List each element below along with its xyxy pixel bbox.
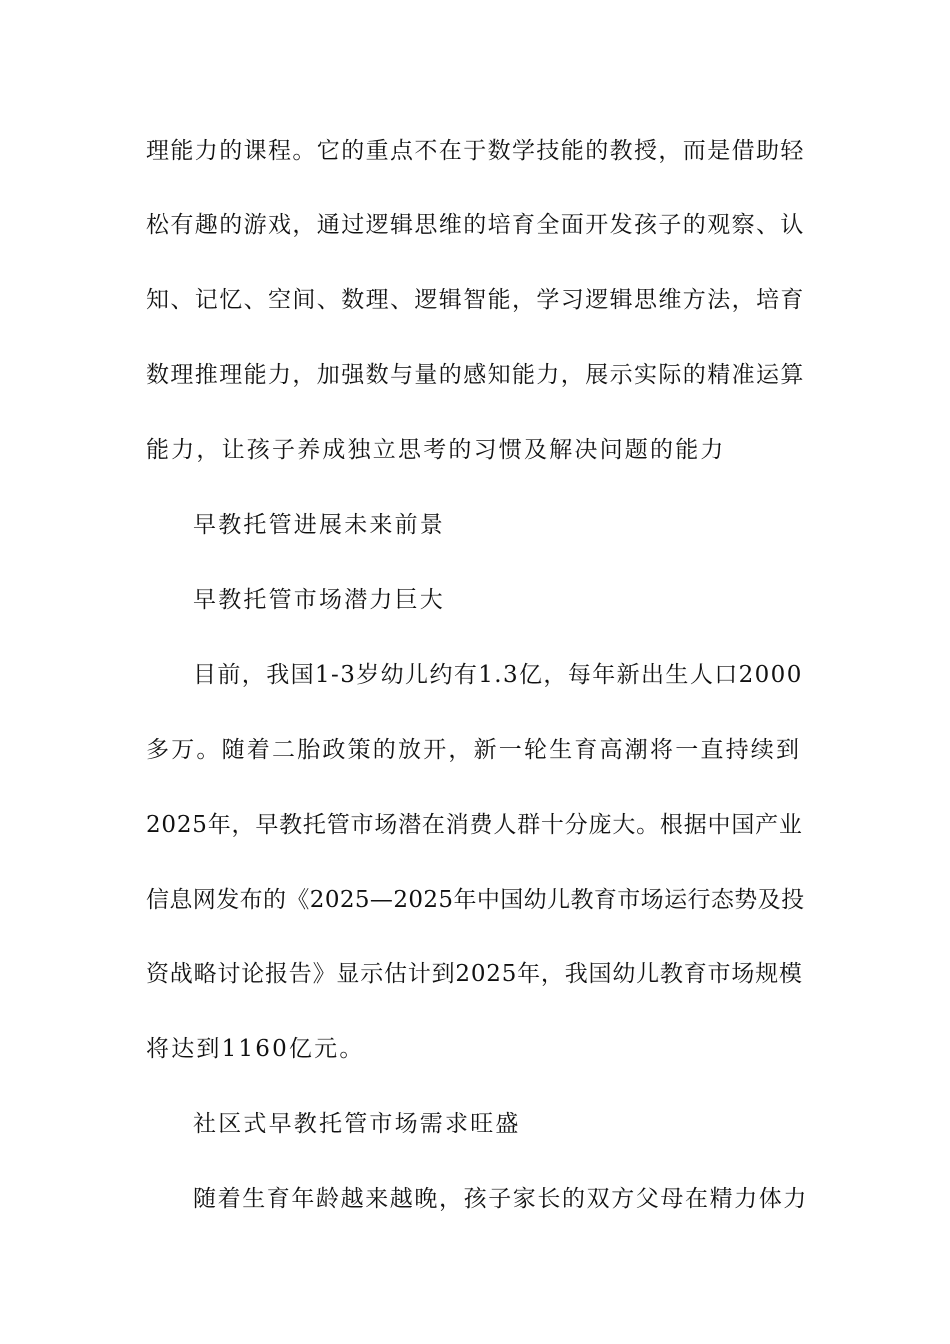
paragraph-line: 资战略讨论报告》显示估计到2025年，我国幼儿教育市场规模	[146, 961, 803, 987]
paragraph-line: 信息网发布的《2025—2025年中国幼儿教育市场运行态势及投	[146, 887, 805, 913]
subsection-heading: 早教托管市场潜力巨大	[193, 587, 445, 613]
paragraph-line: 随着生育年龄越来越晚，孩子家长的双方父母在精力体力	[193, 1186, 808, 1212]
section-heading: 早教托管进展未来前景	[193, 512, 445, 538]
paragraph-line: 知、记忆、空间、数理、逻辑智能，学习逻辑思维方法，培育	[146, 287, 805, 313]
paragraph-line: 松有趣的游戏，通过逻辑思维的培育全面开发孩子的观察、认	[146, 212, 805, 238]
paragraph-line: 2025年，早教托管市场潜在消费人群十分庞大。根据中国产业	[146, 812, 803, 838]
paragraph-line: 理能力的课程。它的重点不在于数学技能的教授，而是借助轻	[146, 138, 805, 164]
subsection-heading: 社区式早教托管市场需求旺盛	[193, 1111, 521, 1137]
paragraph-line: 多万。随着二胎政策的放开，新一轮生育高潮将一直持续到	[146, 737, 802, 763]
paragraph-line: 目前，我国1-3岁幼儿约有1.3亿，每年新出生人口2000	[193, 662, 803, 688]
paragraph-line: 能力，让孩子养成独立思考的习惯及解决问题的能力	[146, 437, 726, 463]
paragraph-line: 将达到1160亿元。	[146, 1036, 365, 1062]
paragraph-line: 数理推理能力，加强数与量的感知能力，展示实际的精准运算	[146, 362, 805, 388]
